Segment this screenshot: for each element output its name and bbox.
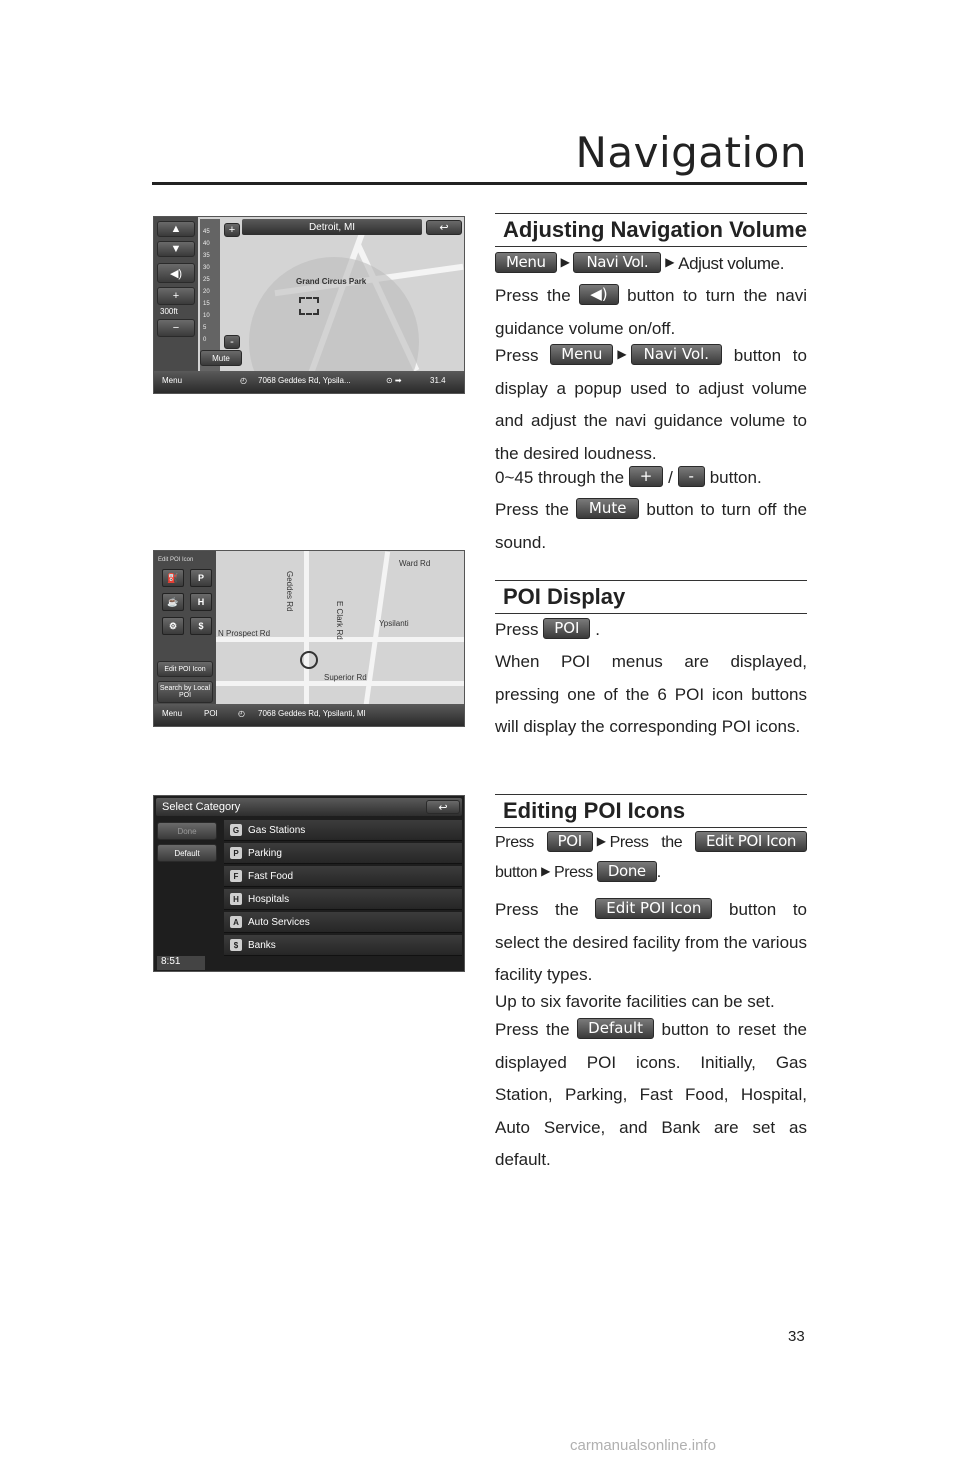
category-parking[interactable]: P Parking (224, 843, 462, 864)
fast-food-icon: F (230, 870, 242, 882)
poi-key: POI (543, 618, 590, 639)
menu-button[interactable]: Menu (162, 376, 183, 385)
map-label-park: Grand Circus Park (296, 277, 367, 286)
arrow-icon: ▶ (596, 834, 606, 848)
map-bottom-bar (154, 371, 464, 393)
poi-hospital-icon[interactable]: H (190, 593, 212, 611)
poi-key: POI (547, 831, 593, 852)
bank-icon: $ (230, 939, 242, 951)
mute-key: Mute (576, 498, 640, 519)
map-label-superior: Superior Rd (324, 673, 367, 682)
menu-key: Menu (495, 252, 557, 273)
volume-paragraph-2: Press Menu ▶ Navi Vol. button to display a popup used to adjust volume and adjust the navi guidance volume to the desired loudness. (495, 340, 807, 470)
direction-icon: ⊙ ➡ (386, 376, 402, 385)
editing-paragraph-3: Press the Default button to reset the displayed POI icons. Initially, Gas Station, Parking, Fast Food, Hospital, Auto Service, and Bank are set as default. (495, 1019, 807, 1169)
odometer: 31.4 (430, 376, 446, 385)
volume-steps: Menu ▶ Navi Vol. ▶ Adjust volume. (495, 248, 807, 281)
clock-icon: ◴ (238, 709, 245, 718)
speaker-key-icon: ◀) (579, 284, 618, 305)
default-key: Default (577, 1018, 654, 1039)
back-icon[interactable]: ↩ (426, 800, 460, 814)
done-button[interactable]: Done (157, 822, 217, 840)
watermark: carmanualsonline.info (570, 1437, 716, 1454)
poi-display-step: Press POI . (495, 619, 600, 639)
category-title-bar: Select Category (156, 798, 462, 816)
poi-button[interactable]: POI (204, 709, 218, 718)
map-label-ward: Ward Rd (399, 559, 431, 568)
volume-scale: 45 40 35 30 25 20 15 10 5 0 (200, 219, 220, 371)
volume-paragraph-3: 0~45 through the + / - button. (495, 467, 762, 487)
poi-display-paragraph: When POI menus are displayed, pressing one of the 6 POI icon buttons will display the corresponding POI icons. (495, 652, 807, 736)
vehicle-position-icon (300, 651, 318, 669)
current-address: 7068 Geddes Rd, Ypsilanti, MI (258, 709, 366, 718)
arrow-icon: ▶ (617, 347, 627, 362)
section-title-poi-display: POI Display (495, 580, 807, 614)
done-key: Done (597, 861, 657, 882)
hospital-icon: H (230, 893, 242, 905)
arrow-icon: ▶ (560, 255, 570, 270)
editing-paragraph-1: Press the Edit POI Icon button to select the desired facility from the various facility types. (495, 899, 807, 984)
map-label-ypsilanti: Ypsilanti (379, 619, 409, 628)
select-category-screenshot (153, 795, 465, 972)
page-header-title: Navigation (575, 128, 807, 177)
category-gas-stations[interactable]: G Gas Stations (224, 820, 462, 841)
map-bottom-bar (154, 704, 464, 726)
poi-bank-icon[interactable]: $ (190, 617, 212, 635)
map-label-clark: E Clark Rd (335, 601, 344, 640)
auto-service-icon: A (230, 916, 242, 928)
poi-gas-icon[interactable]: ⛽ (162, 569, 184, 587)
clock: 8:51 (157, 956, 205, 970)
section-title-editing-poi: Editing POI Icons (495, 794, 807, 828)
section-title-volume: Adjusting Navigation Volume (495, 213, 807, 247)
minus-key: - (678, 466, 705, 487)
navigation-volume-screenshot (153, 216, 465, 394)
poi-display-screenshot (153, 550, 465, 727)
edit-poi-caption: Edit POI Icon (158, 557, 194, 563)
edit-poi-icon-key: Edit POI Icon (595, 898, 712, 919)
category-hospitals[interactable]: H Hospitals (224, 889, 462, 910)
zoom-in-button[interactable]: + (157, 287, 195, 305)
navi-vol-key: Navi Vol. (631, 344, 722, 365)
gas-station-icon: G (230, 824, 242, 836)
volume-paragraph-4: Press the Mute button to turn off the sound. (495, 499, 808, 552)
arrow-icon: ▶ (541, 864, 550, 879)
search-local-poi-button[interactable]: Search by Local POI (157, 681, 213, 703)
poi-food-icon[interactable]: ☕ (162, 593, 184, 611)
volume-paragraph-1: Press the ◀) button to turn the navi guidance volume on/off. (495, 285, 807, 338)
speaker-icon[interactable]: ◀) (157, 263, 195, 283)
menu-button[interactable]: Menu (162, 709, 183, 718)
editing-paragraph-2: Up to six favorite facilities can be set. (495, 992, 775, 1011)
category-banks[interactable]: $ Banks (224, 935, 462, 956)
editing-steps: Press POI ▶ Press the Edit POI Icon button ▶ Press Done . (495, 828, 807, 888)
header-rule (152, 182, 807, 185)
map-title-bar: Detroit, MI (242, 219, 422, 235)
volume-plus-button[interactable]: + (224, 223, 240, 237)
map-label-geddes: Geddes Rd (285, 571, 294, 612)
distance-scale: 300ft (160, 307, 178, 316)
poi-auto-icon[interactable]: ⚙ (162, 617, 184, 635)
map-label-prospect: N Prospect Rd (218, 629, 271, 638)
arrow-icon: ▶ (665, 255, 675, 270)
plus-key: + (629, 466, 664, 487)
current-address: 7068 Geddes Rd, Ypsila... (258, 376, 351, 385)
parking-icon: P (230, 847, 242, 859)
map-cursor-icon (299, 297, 319, 315)
edit-poi-icon-key: Edit POI Icon (695, 831, 807, 852)
back-icon[interactable]: ↩ (426, 220, 462, 235)
navi-vol-key: Navi Vol. (573, 252, 661, 273)
mute-button[interactable]: Mute (200, 350, 242, 366)
category-fast-food[interactable]: F Fast Food (224, 866, 462, 887)
category-auto-services[interactable]: A Auto Services (224, 912, 462, 933)
poi-parking-icon[interactable]: P (190, 569, 212, 587)
clock-icon: ◴ (240, 376, 247, 385)
volume-minus-button[interactable]: - (224, 335, 240, 349)
scroll-up-button[interactable]: ▲ (157, 221, 195, 237)
scroll-down-button[interactable]: ▼ (157, 241, 195, 257)
page-number: 33 (788, 1328, 805, 1345)
zoom-out-button[interactable]: − (157, 319, 195, 337)
menu-key: Menu (550, 344, 613, 365)
edit-poi-icon-button[interactable]: Edit POI Icon (157, 661, 213, 677)
default-button[interactable]: Default (157, 844, 217, 862)
